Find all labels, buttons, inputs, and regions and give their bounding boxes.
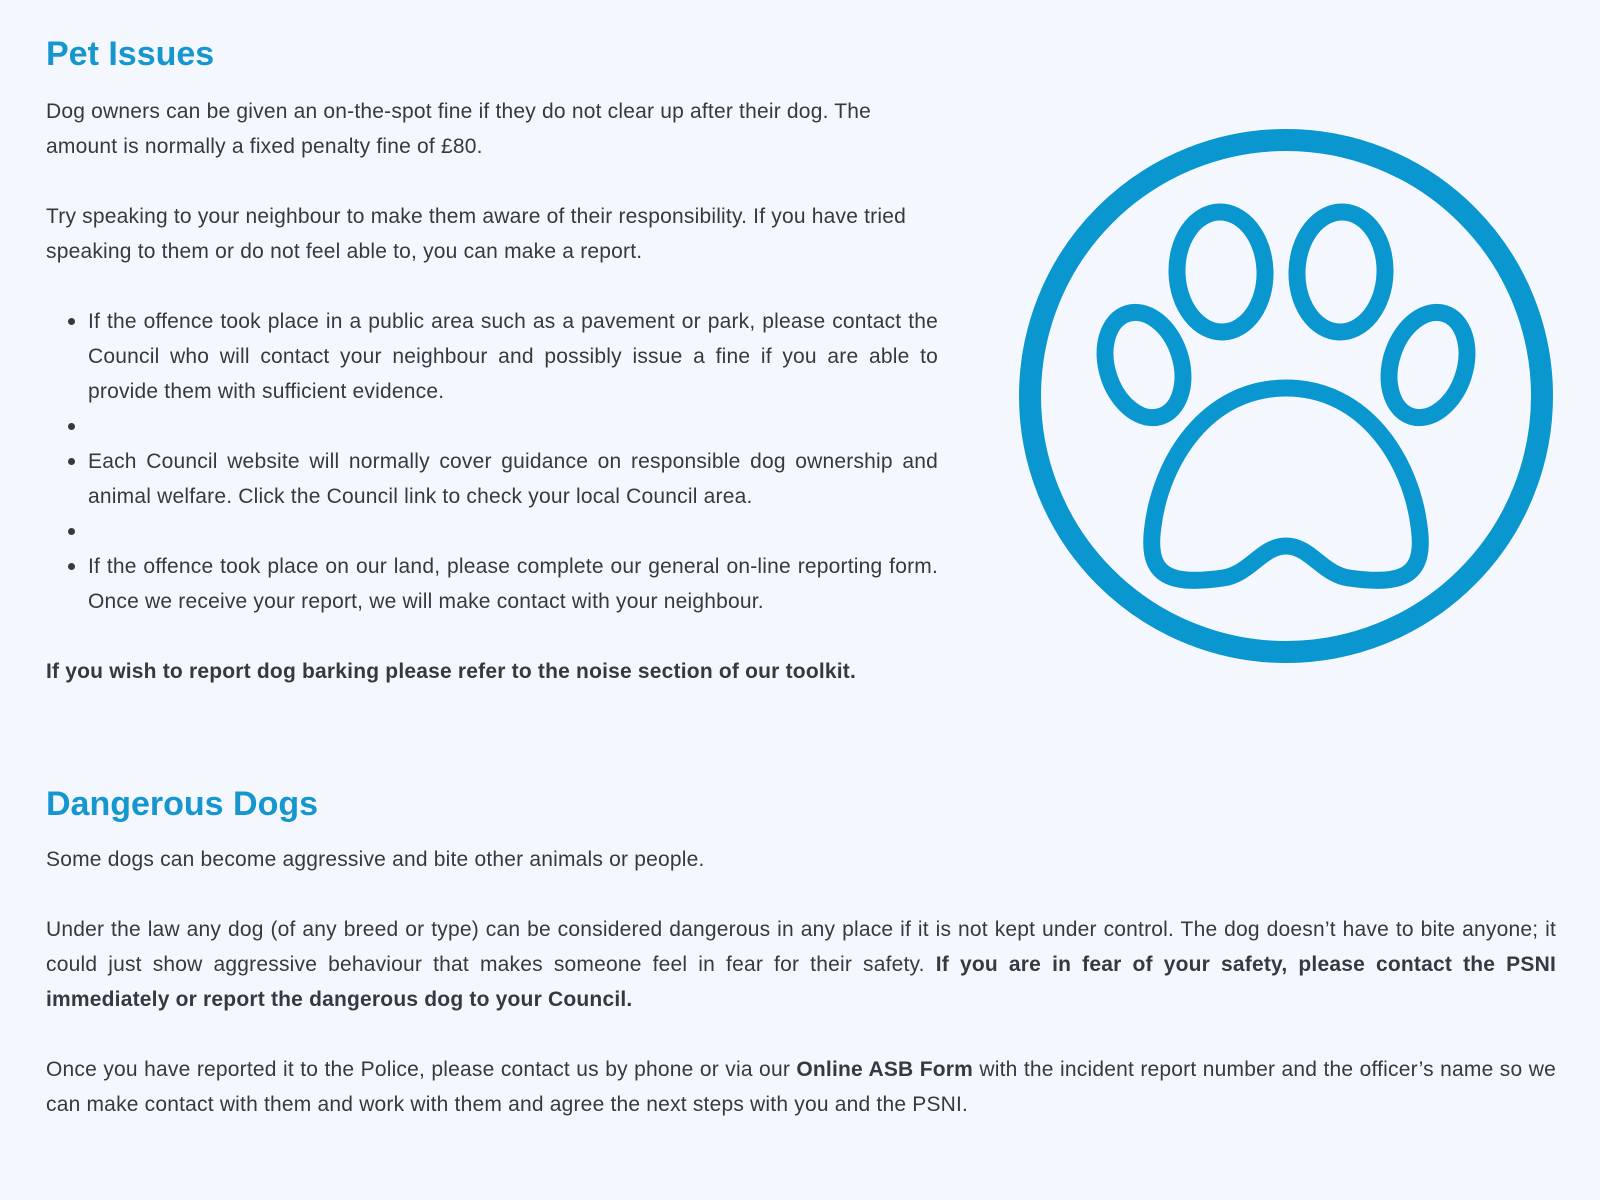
paragraph-spacer	[46, 1017, 1556, 1052]
fear-of-safety-bold-text: If you are in fear of your safety, please contact the PSNI immediately or report the dangerous dog to your Council.	[46, 953, 1556, 1011]
report-instructions-text: Once you have reported it to the Police, please contact us by phone or via our	[46, 1058, 791, 1081]
empty-bullet-2	[88, 514, 938, 549]
pet-issues-text-column	[46, 30, 938, 689]
online-asb-form-link[interactable]: Online ASB Form	[796, 1058, 974, 1081]
incident-report-details-text: with the incident report number and the officer’s name so we can make contact with them and work with them and agree the next steps with you and the PSNI.	[46, 1058, 1556, 1116]
pet-issues-intro-paragraph-2: Try speaking to your neighbour to make them aware of their responsibility. If you have tried speaking to them or do not feel able to, you can make a report.	[46, 205, 906, 263]
empty-bullet-1	[88, 409, 938, 444]
dangerous-dogs-section	[46, 780, 1556, 1122]
dangerous-dogs-paragraph-3	[46, 1052, 1556, 1122]
dangerous-dogs-title: Dangerous Dogs	[46, 785, 319, 823]
bullet-our-land: If the offence took place on our land, please complete our general on-line reporting form. Once we receive your report, we will make contact with your neighbour.	[88, 549, 938, 619]
bullet-council-guidance: Each Council website will normally cover guidance on responsible dog ownership and animal welfare. Click the Council link to check your local Council area.	[88, 444, 938, 514]
dangerous-dogs-text	[46, 842, 1556, 1122]
dangerous-dogs-paragraph-2	[46, 912, 1556, 1017]
pet-issues-section	[46, 30, 1556, 760]
dangerous-dogs-paragraph-1: Some dogs can become aggressive and bite other animals or people.	[46, 848, 705, 871]
paragraph-spacer	[46, 164, 938, 199]
pet-issues-title: Pet Issues	[46, 35, 215, 73]
pet-issues-bullet-list	[46, 304, 938, 619]
pet-issues-intro-paragraph-1: Dog owners can be given an on-the-spot fine if they do not clear up after their dog. The amount is normally a fixed penalty fine of £80.	[46, 100, 872, 158]
bullet-public-area: If the offence took place in a public area such as a pavement or park, please contact the Council who will contact your neighbour and possibly issue a fine if you are able to provide them with sufficient evidence.	[88, 304, 938, 409]
dangerous-dogs-law-text: Under the law any dog (of any breed or type) can be considered dangerous in any place if it is not kept under control. The dog doesn’t have to bite anyone; it could just show aggressive behaviour that makes someone feel in fear for their safety.	[46, 918, 1556, 976]
paragraph-spacer	[46, 877, 1556, 912]
dog-barking-note: If you wish to report dog barking please refer to the noise section of our toolkit.	[46, 660, 857, 683]
paw-print-icon	[1016, 126, 1556, 666]
page-content	[46, 30, 1556, 1122]
